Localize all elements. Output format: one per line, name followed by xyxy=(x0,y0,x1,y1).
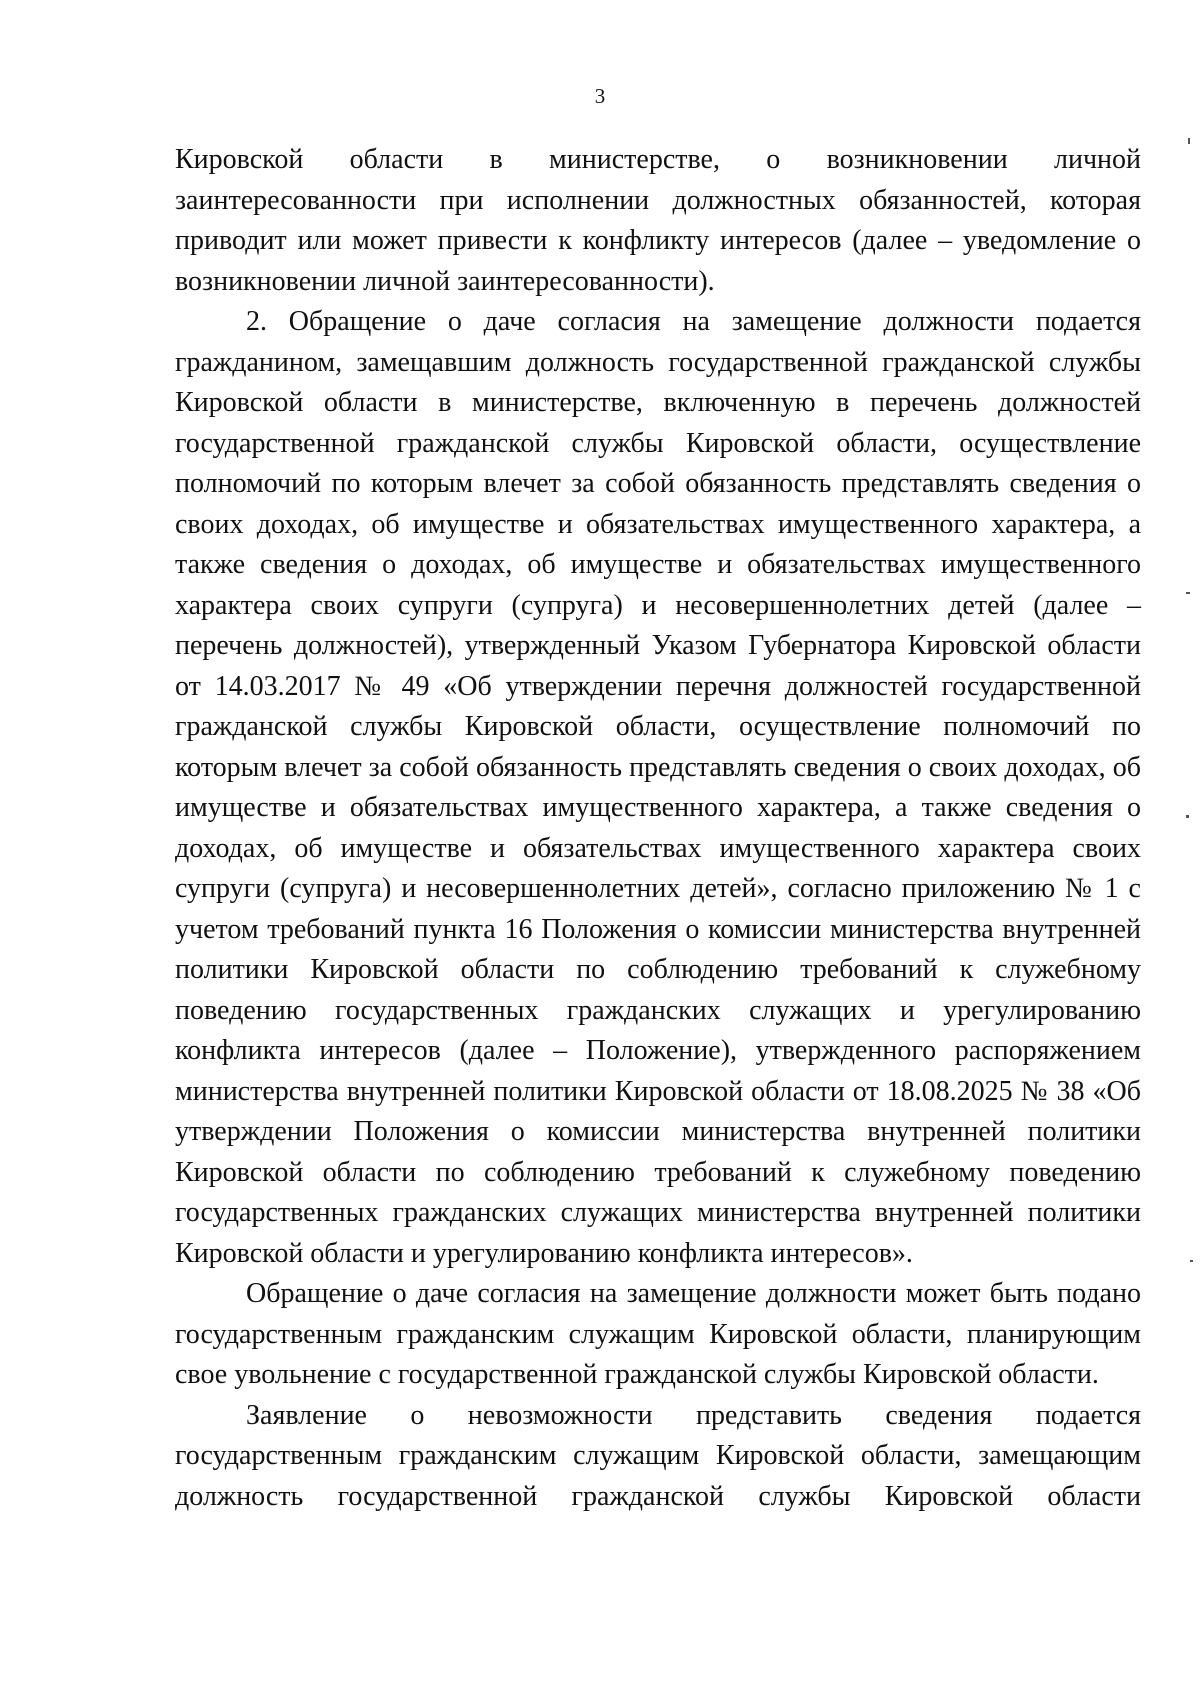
paragraph-continuation: Кировской области в министерстве, о возникновении личной заинтересованности при исполнении должностных обязанностей, которая приводит или может привести к конфликту интересов (далее – уведомление о возникновении личной заинтересованности). xyxy=(175,144,1141,297)
paragraph-item-2: 2. Обращение о даче согласия на замещение должности подается гражданином, замещавшим должность государственной гражданской службы Кировской области в министерстве, включенную в перечень должностей государственной гражданской службы Кировской области, осуществление полномочий по которым влечет за собой обязанность представлять сведения о своих доходах, об имуществе и обязательствах имущественного характера, а также сведения о доходах, об имуществе и обязательствах имущественного характера своих супруги (супруга) и несовершеннолетних детей (далее – перечень должностей), утвержденный Указом Губернатора Кировской области от 14.03.2017 № 49 «Об утверждении перечня должностей государственной гражданской службы Кировской области, осуществление полномочий по которым влечет за собой обязанность представлять сведения о своих доходах, об имуществе и обязательствах имущественного характера, а также сведения о доходах, об имуществе и обязательствах имущественного характера своих супруги (супруга) и несовершеннолетних детей», согласно приложению № 1 с учетом требований пункта 16 Положения о комиссии министерства внутренней политики Кировской области по соблюдению требований к служебному поведению государственных гражданских служащих и урегулированию конфликта интересов (далее – Положение), утвержденного распоряжением министерства внутренней политики Кировской области от 18.08.2025 № 38 «Об утверждении Положения о комиссии министерства внутренней политики Кировской области по соблюдению требований к служебному поведению государственных гражданских служащих министерства внутренней политики Кировской области и урегулированию конфликта интересов». xyxy=(175,306,1141,1269)
paragraph-resignation-note: Обращение о даче согласия на замещение должности может быть подано государственным гражданским служащим Кировской области, планирующим свое увольнение с государственной гражданской службы Кировской области. xyxy=(175,1278,1141,1390)
paragraph-statement: Заявление о невозможности представить сведения подается государственным гражданским служащим Кировской области, замещающим должность государственной гражданской службы Кировской области xyxy=(175,1399,1141,1512)
document-body xyxy=(175,140,1141,1517)
page-number: 3 xyxy=(594,84,606,108)
scan-artifact xyxy=(1186,815,1189,818)
scan-artifact xyxy=(1190,1260,1193,1262)
scan-artifact xyxy=(1186,592,1190,594)
scan-artifact xyxy=(1188,138,1190,144)
